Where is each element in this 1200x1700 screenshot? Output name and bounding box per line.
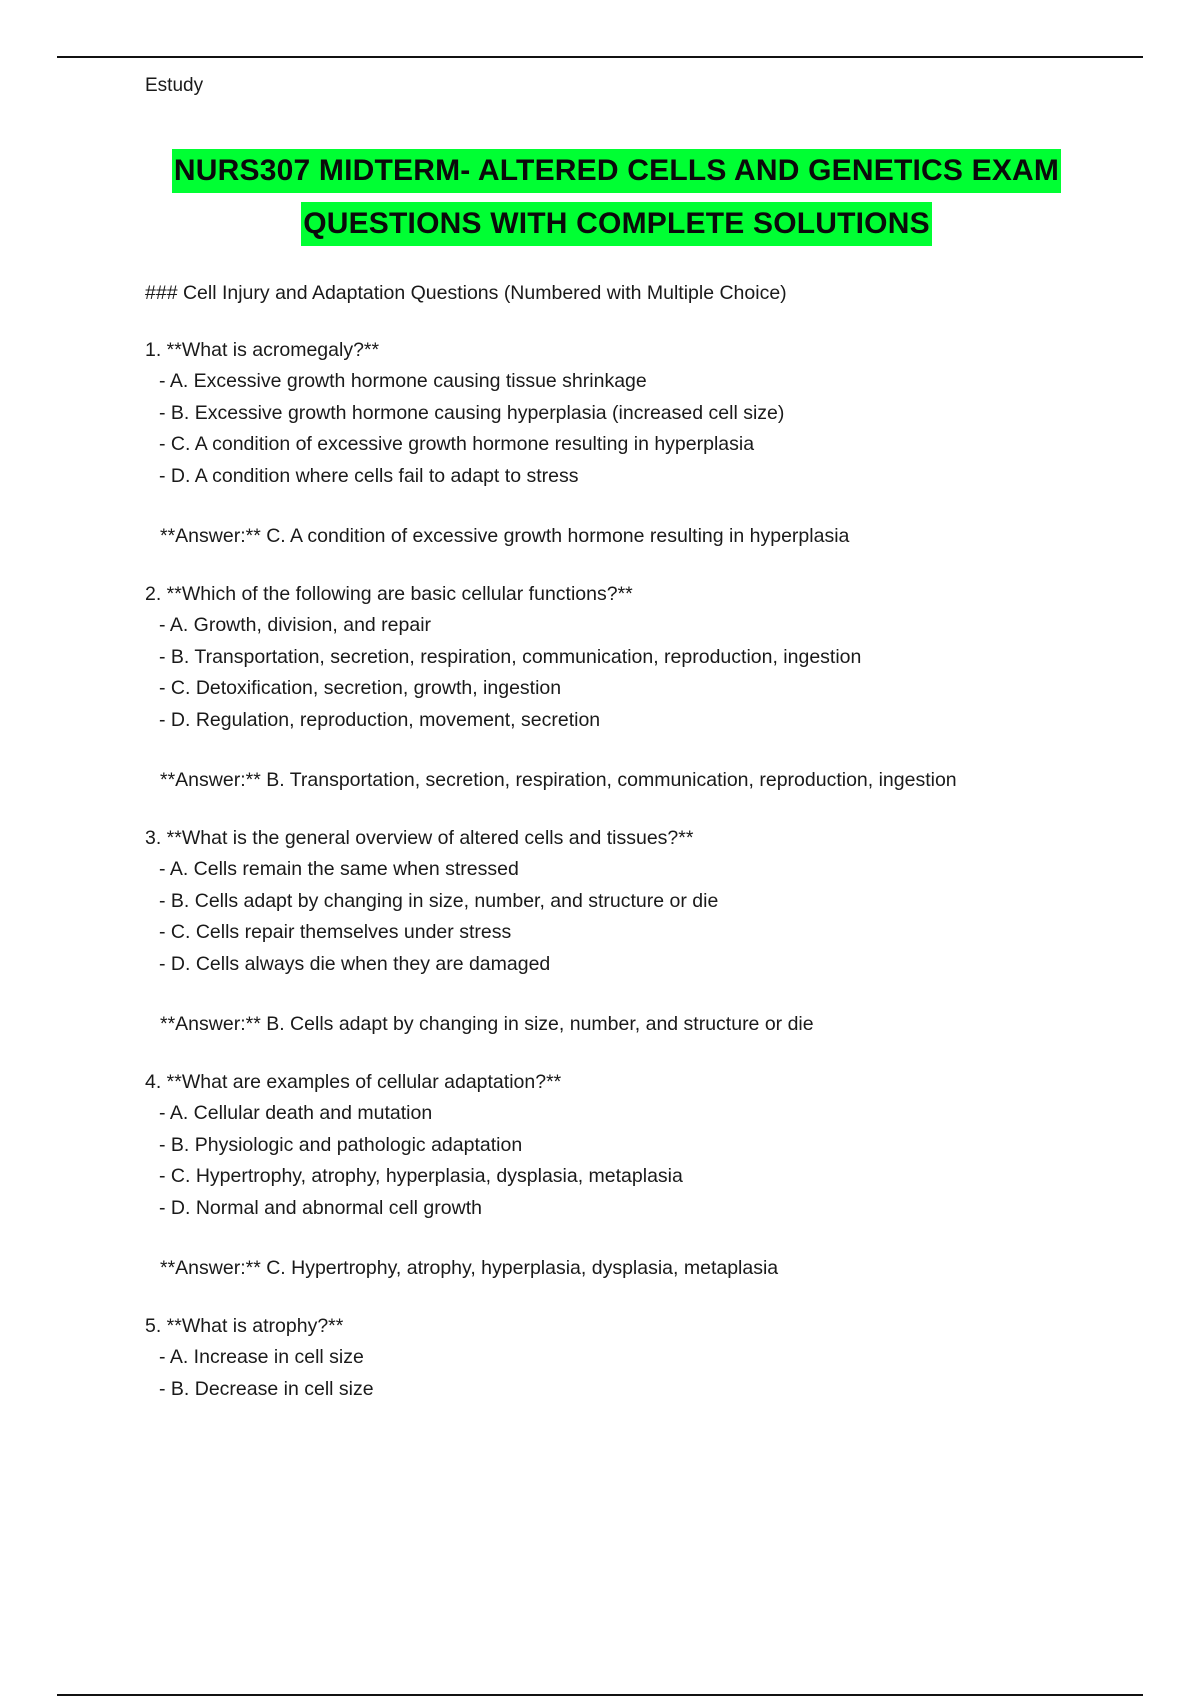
option-b: - B. Excessive growth hormone causing hyperplasia (increased cell size)	[159, 401, 785, 424]
question-4	[145, 1067, 1145, 1285]
question-5	[145, 1311, 1145, 1406]
option-a: - A. Excessive growth hormone causing tissue shrinkage	[159, 370, 647, 392]
option-list	[145, 1098, 1145, 1224]
option-a: - A. Increase in cell size	[159, 1346, 364, 1368]
option-b: - B. Cells adapt by changing in size, number, and structure or die	[159, 889, 719, 912]
header-label: Estudy	[145, 75, 204, 96]
option-list	[145, 366, 1145, 492]
question-text: 1. **What is acromegaly?**	[145, 338, 380, 361]
answer-text: **Answer:** B. Cells adapt by changing in size, number, and structure or die	[160, 1013, 814, 1035]
question-text: 4. **What are examples of cellular adaptation?**	[145, 1070, 562, 1093]
page-title	[0, 146, 1200, 252]
option-d: - D. A condition where cells fail to adapt to stress	[159, 464, 579, 487]
answer-text: **Answer:** C. Hypertrophy, atrophy, hyperplasia, dysplasia, metaplasia	[160, 1257, 779, 1279]
option-a: - A. Cellular death and mutation	[159, 1102, 433, 1124]
option-c: - C. Detoxification, secretion, growth, ingestion	[159, 677, 562, 699]
option-d: - D. Regulation, reproduction, movement, secretion	[159, 708, 601, 731]
option-d: - D. Cells always die when they are damaged	[159, 952, 551, 975]
title-line-2: QUESTIONS WITH COMPLETE SOLUTIONS	[301, 202, 932, 246]
question-1	[145, 335, 1145, 553]
bottom-rule	[57, 1694, 1143, 1696]
option-c: - C. Cells repair themselves under stress	[159, 921, 512, 943]
option-c: - C. A condition of excessive growth hormone resulting in hyperplasia	[159, 433, 755, 455]
option-list	[145, 854, 1145, 980]
top-rule	[57, 56, 1143, 58]
option-b: - B. Transportation, secretion, respiration, communication, reproduction, ingestion	[159, 645, 862, 668]
option-b: - B. Decrease in cell size	[159, 1377, 374, 1400]
question-2	[145, 579, 1145, 797]
question-text: 5. **What is atrophy?**	[145, 1314, 344, 1337]
document-body	[145, 278, 1145, 1431]
answer-text: **Answer:** B. Transportation, secretion, respiration, communication, reproduction, ingestion	[160, 769, 957, 791]
option-list	[145, 1342, 1145, 1405]
title-line-1: NURS307 MIDTERM- ALTERED CELLS AND GENETICS EXAM	[172, 149, 1061, 193]
option-d: - D. Normal and abnormal cell growth	[159, 1196, 482, 1219]
option-c: - C. Hypertrophy, atrophy, hyperplasia, dysplasia, metaplasia	[159, 1165, 683, 1187]
answer-text: **Answer:** C. A condition of excessive growth hormone resulting in hyperplasia	[160, 525, 850, 547]
question-text: 3. **What is the general overview of altered cells and tissues?**	[145, 826, 694, 849]
question-3	[145, 823, 1145, 1041]
question-text: 2. **Which of the following are basic cellular functions?**	[145, 582, 633, 605]
option-b: - B. Physiologic and pathologic adaptation	[159, 1133, 523, 1156]
option-a: - A. Cells remain the same when stressed	[159, 858, 519, 880]
option-a: - A. Growth, division, and repair	[159, 614, 432, 636]
section-heading: ### Cell Injury and Adaptation Questions (Numbered with Multiple Choice)	[145, 282, 787, 304]
option-list	[145, 610, 1145, 736]
